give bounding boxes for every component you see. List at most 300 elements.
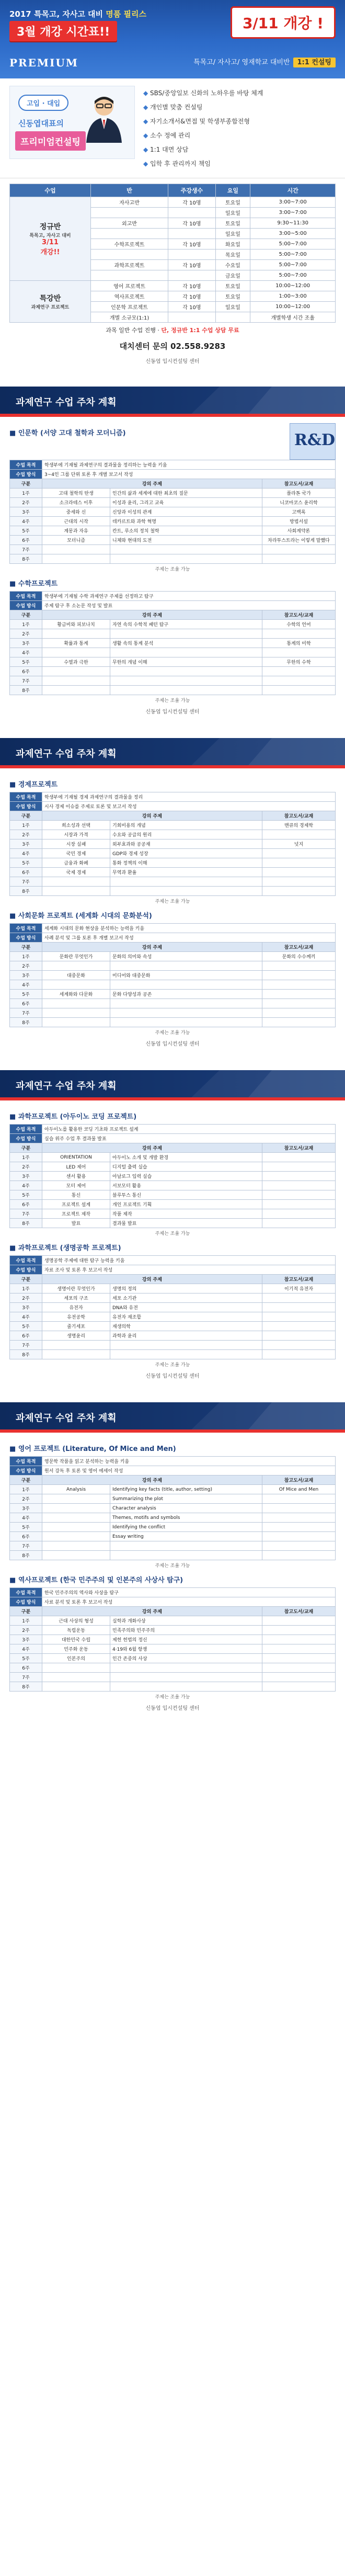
week-label: 3주 bbox=[10, 971, 42, 980]
week-reference bbox=[262, 1626, 336, 1635]
week-content: 이성과 윤리, 그리고 교육 bbox=[110, 498, 262, 507]
week-topic: 통신 bbox=[42, 1190, 110, 1200]
plan-header-cell: 강의 주제 bbox=[42, 811, 262, 821]
plan-header-cell: 참고도서/교재 bbox=[262, 1143, 336, 1153]
week-reference: 넛지 bbox=[262, 839, 336, 849]
week-label: 4주 bbox=[10, 648, 42, 657]
week-reference bbox=[262, 990, 336, 999]
plan-week-row bbox=[10, 676, 336, 686]
week-label: 3주 bbox=[10, 1172, 42, 1181]
schedule-day-cell: 금요일 bbox=[215, 270, 250, 281]
week-label: 1주 bbox=[10, 620, 42, 629]
week-content bbox=[110, 999, 262, 1008]
plan-week-row bbox=[10, 648, 336, 657]
plan-header-row bbox=[10, 610, 336, 620]
week-label: 7주 bbox=[10, 1008, 42, 1018]
week-content bbox=[110, 1018, 262, 1027]
schedule-day-cell bbox=[215, 312, 250, 323]
week-reference bbox=[262, 1331, 336, 1341]
week-content bbox=[110, 887, 262, 896]
schedule-ban-cell bbox=[90, 208, 168, 218]
schedule-day-cell: 일요일 bbox=[215, 229, 250, 239]
week-reference bbox=[262, 1663, 336, 1673]
week-label: 7주 bbox=[10, 1673, 42, 1682]
week-topic bbox=[42, 877, 110, 887]
schedule-cnt-cell: 각 10명 bbox=[168, 302, 215, 312]
week-content bbox=[110, 648, 262, 657]
schedule-day-cell: 일요일 bbox=[215, 208, 250, 218]
plan-footnote: 주제는 조율 가능 bbox=[155, 1363, 190, 1368]
week-reference bbox=[262, 868, 336, 877]
feature-item: ◆ 소수 정예 관리 bbox=[143, 128, 336, 142]
week-content bbox=[110, 1663, 262, 1673]
schedule-day-cell: 토요일 bbox=[215, 197, 250, 208]
plan-header-row bbox=[10, 943, 336, 952]
week-reference bbox=[262, 980, 336, 990]
week-label: 2주 bbox=[10, 961, 42, 971]
week-label: 8주 bbox=[10, 1219, 42, 1228]
week-topic bbox=[42, 1541, 110, 1551]
week-label: 5주 bbox=[10, 1190, 42, 1200]
hero-kicker: 2017 특목고, 자사고 대비 명품 필리스 bbox=[9, 9, 146, 19]
week-reference bbox=[262, 1153, 336, 1162]
project-title: ■ 경제프로젝트 bbox=[9, 775, 336, 792]
week-label: 2주 bbox=[10, 1293, 42, 1303]
schedule-time-cell: 5:00~7:00 bbox=[250, 239, 336, 249]
week-label: 5주 bbox=[10, 858, 42, 868]
method-row-text: 사례 분석 및 그룹 토론 후 개별 보고서 작성 bbox=[42, 933, 336, 943]
schedule-ban-cell: 자사고반 bbox=[90, 197, 168, 208]
week-topic: 줄기세포 bbox=[42, 1322, 110, 1331]
center-logo-text: 신동엽 입시컨설팅 센터 bbox=[145, 1374, 200, 1379]
week-topic: 희소성과 선택 bbox=[42, 821, 110, 830]
week-label: 4주 bbox=[10, 1181, 42, 1190]
week-content bbox=[110, 961, 262, 971]
section-banner bbox=[0, 387, 345, 417]
plan-header-row bbox=[10, 1143, 336, 1153]
method-row bbox=[10, 470, 336, 479]
method-row-text: 주제 탐구 후 소논문 작성 및 발표 bbox=[42, 601, 336, 610]
plan-footnote: 주제는 조율 가능 bbox=[155, 1231, 190, 1236]
premium-label: PREMIUM bbox=[9, 56, 78, 69]
plan-week-row bbox=[10, 999, 336, 1008]
plan-footnote: 주제는 조율 가능 bbox=[155, 1563, 190, 1569]
hero-banner bbox=[0, 0, 345, 78]
week-topic: ORIENTATION bbox=[42, 1153, 110, 1162]
week-topic bbox=[42, 1663, 110, 1673]
section-banner bbox=[0, 1402, 345, 1433]
plan-header-cell: 구분 bbox=[10, 1607, 42, 1616]
section-banner-title: 과제연구 수업 주차 계획 bbox=[16, 748, 117, 759]
week-topic bbox=[42, 1513, 110, 1523]
plan-week-row bbox=[10, 961, 336, 971]
week-topic bbox=[42, 648, 110, 657]
purpose-row-label: 수업 목적 bbox=[10, 460, 42, 470]
schedule-time-cell: 5:00~7:00 bbox=[250, 260, 336, 270]
week-content bbox=[110, 1551, 262, 1560]
week-topic: 근대 사상의 형성 bbox=[42, 1616, 110, 1626]
plan-week-row bbox=[10, 1513, 336, 1523]
plan-week-row bbox=[10, 1162, 336, 1172]
week-label: 2주 bbox=[10, 1162, 42, 1172]
week-reference bbox=[262, 686, 336, 695]
week-content: 무역과 환율 bbox=[110, 868, 262, 877]
week-topic bbox=[42, 1551, 110, 1560]
method-row-text: 원서 강독 후 토론 및 영어 에세이 작성 bbox=[42, 1466, 336, 1476]
plan-week-row bbox=[10, 526, 336, 536]
method-row-text: 자료 조사 및 토론 후 보고서 작성 bbox=[42, 1265, 336, 1275]
week-reference bbox=[262, 849, 336, 858]
purpose-row-text: 영문학 작품을 읽고 분석하는 능력을 키움 bbox=[42, 1457, 336, 1466]
schedule-cnt-cell: 각 10명 bbox=[168, 291, 215, 302]
week-reference bbox=[262, 1312, 336, 1322]
plan-footnote: 주제는 조율 가능 bbox=[155, 1695, 190, 1700]
consulting-logo bbox=[9, 86, 135, 159]
method-row bbox=[10, 802, 336, 811]
week-content: 과학과 윤리 bbox=[110, 1331, 262, 1341]
method-row-text: 사료 분석 및 토론 후 보고서 작성 bbox=[42, 1597, 336, 1607]
week-topic bbox=[42, 545, 110, 554]
week-reference bbox=[262, 1494, 336, 1504]
purpose-row-label: 수업 목적 bbox=[10, 592, 42, 601]
week-label: 3주 bbox=[10, 639, 42, 648]
plan-header-cell: 구분 bbox=[10, 1476, 42, 1485]
week-content: 문화 다양성과 공존 bbox=[110, 990, 262, 999]
hero-kicker-highlight: 명품 필리스 bbox=[106, 9, 146, 19]
project-plan-table bbox=[9, 1124, 336, 1228]
week-content bbox=[110, 554, 262, 564]
week-label: 2주 bbox=[10, 1626, 42, 1635]
week-reference bbox=[262, 1635, 336, 1644]
week-content: Essay writing bbox=[110, 1532, 262, 1541]
week-reference bbox=[262, 999, 336, 1008]
week-label: 6주 bbox=[10, 667, 42, 676]
week-label: 1주 bbox=[10, 1485, 42, 1494]
plan-footnote: 주제는 조율 가능 bbox=[155, 1030, 190, 1036]
week-content: 제헌 헌법의 정신 bbox=[110, 1635, 262, 1644]
purpose-row-text: 학생부에 기재될 경제 과제연구의 결과물을 정리 bbox=[42, 792, 336, 802]
week-content bbox=[110, 686, 262, 695]
plan-header-row bbox=[10, 811, 336, 821]
week-reference bbox=[262, 858, 336, 868]
class-cell bbox=[10, 197, 91, 281]
week-topic: 확률과 통계 bbox=[42, 639, 110, 648]
schedule-header-cell: 수업 bbox=[10, 184, 91, 197]
week-label: 8주 bbox=[10, 1018, 42, 1027]
schedule-time-cell: 5:00~7:00 bbox=[250, 249, 336, 260]
plan-week-row bbox=[10, 1181, 336, 1190]
week-label: 2주 bbox=[10, 1494, 42, 1504]
week-topic bbox=[42, 887, 110, 896]
method-row bbox=[10, 601, 336, 610]
week-topic bbox=[42, 1008, 110, 1018]
week-label: 3주 bbox=[10, 507, 42, 517]
week-label: 1주 bbox=[10, 952, 42, 961]
project-title: ■ 영어 프로젝트 (Literature, Of Mice and Men) bbox=[9, 1439, 336, 1456]
schedule-ban-cell bbox=[90, 249, 168, 260]
schedule-cnt-cell: 각 10명 bbox=[168, 239, 215, 249]
plan-header-cell: 강의 주제 bbox=[42, 610, 262, 620]
week-label: 2주 bbox=[10, 629, 42, 639]
week-content: Themes, motifs and symbols bbox=[110, 1513, 262, 1523]
week-content: 재생의학 bbox=[110, 1322, 262, 1331]
schedule-note: 과목 일반 수업 진행 · 단, 정규반 1:1 수업 상담 무료 bbox=[106, 327, 239, 334]
purpose-row bbox=[10, 1125, 336, 1134]
week-reference bbox=[262, 830, 336, 839]
plan-week-row bbox=[10, 657, 336, 667]
week-content: 데카르트와 과학 혁명 bbox=[110, 517, 262, 526]
schedule-header-cell: 시간 bbox=[250, 184, 336, 197]
week-reference: 플라톤 국가 bbox=[262, 489, 336, 498]
project-title: ■ 사회문화 프로젝트 (세계화 시대의 문화분석) bbox=[9, 906, 336, 923]
method-row-label: 수업 방식 bbox=[10, 470, 42, 479]
schedule-cnt-cell bbox=[168, 249, 215, 260]
week-topic: 발표 bbox=[42, 1219, 110, 1228]
schedule-table bbox=[9, 184, 336, 323]
plan-week-row bbox=[10, 554, 336, 564]
schedule-ban-cell: 과학프로젝트 bbox=[90, 260, 168, 270]
plan-week-row bbox=[10, 980, 336, 990]
plan-week-row bbox=[10, 1153, 336, 1162]
method-row-label: 수업 방식 bbox=[10, 1597, 42, 1607]
week-label: 1주 bbox=[10, 489, 42, 498]
week-reference bbox=[262, 1181, 336, 1190]
week-reference bbox=[262, 667, 336, 676]
plan-week-row bbox=[10, 821, 336, 830]
plan-week-row bbox=[10, 629, 336, 639]
week-content: Identifying the conflict bbox=[110, 1523, 262, 1532]
schedule-time-cell: 3:00~7:00 bbox=[250, 197, 336, 208]
brand-line-1: 신동엽대표의 bbox=[18, 119, 64, 128]
week-label: 4주 bbox=[10, 517, 42, 526]
week-reference bbox=[262, 1190, 336, 1200]
project-plan-table bbox=[9, 792, 336, 896]
week-reference bbox=[262, 1293, 336, 1303]
week-content: 미디어와 대중문화 bbox=[110, 971, 262, 980]
purpose-row-text: 생명공학 주제에 대한 탐구 능력을 키움 bbox=[42, 1256, 336, 1265]
plan-header-cell: 강의 주제 bbox=[42, 943, 262, 952]
purpose-row bbox=[10, 1256, 336, 1265]
week-content bbox=[110, 545, 262, 554]
schedule-header-cell: 주강생수 bbox=[168, 184, 215, 197]
week-reference bbox=[262, 877, 336, 887]
week-topic bbox=[42, 999, 110, 1008]
schedule-time-cell: 9:30~11:30 bbox=[250, 218, 336, 229]
week-content bbox=[110, 667, 262, 676]
week-label: 8주 bbox=[10, 887, 42, 896]
week-reference bbox=[262, 676, 336, 686]
center-logo-text: 신동엽 입시컨설팅 센터 bbox=[145, 1041, 200, 1047]
plan-week-row bbox=[10, 1626, 336, 1635]
week-content bbox=[110, 1682, 262, 1692]
schedule-cnt-cell bbox=[168, 270, 215, 281]
week-label: 5주 bbox=[10, 1654, 42, 1663]
week-topic bbox=[42, 1341, 110, 1350]
schedule-row bbox=[10, 197, 336, 208]
week-label: 7주 bbox=[10, 1341, 42, 1350]
section-body bbox=[0, 1100, 345, 1388]
plan-week-row bbox=[10, 1219, 336, 1228]
week-topic: 독립운동 bbox=[42, 1626, 110, 1635]
week-topic: 수열과 극한 bbox=[42, 657, 110, 667]
week-content bbox=[110, 1341, 262, 1350]
week-reference bbox=[262, 1541, 336, 1551]
week-reference: 이기적 유전자 bbox=[262, 1284, 336, 1293]
purpose-row-label: 수업 목적 bbox=[10, 1457, 42, 1466]
plan-week-row bbox=[10, 1541, 336, 1551]
plan-header-row bbox=[10, 1476, 336, 1485]
method-row-text: 3~4인 그룹 단위 토론 후 개별 보고서 작성 bbox=[42, 470, 336, 479]
week-reference bbox=[262, 1303, 336, 1312]
class-desc: 특목고, 자사고 대비 bbox=[29, 233, 71, 239]
week-label: 5주 bbox=[10, 657, 42, 667]
week-reference bbox=[262, 1162, 336, 1172]
week-content: 4·19와 6월 항쟁 bbox=[110, 1644, 262, 1654]
method-row-text: 시사 경제 이슈를 주제로 토론 및 보고서 작성 bbox=[42, 802, 336, 811]
schedule-cnt-cell: 각 10명 bbox=[168, 197, 215, 208]
week-topic: 세계화와 다문화 bbox=[42, 990, 110, 999]
week-topic: 금융과 화폐 bbox=[42, 858, 110, 868]
week-label: 2주 bbox=[10, 498, 42, 507]
project-title: ■ 인문학 (서양 고대 철학과 모더니즘) bbox=[9, 423, 336, 440]
method-row bbox=[10, 933, 336, 943]
week-label: 1주 bbox=[10, 1153, 42, 1162]
purpose-row bbox=[10, 592, 336, 601]
hero-headline: 3월 개강 시간표!! bbox=[9, 21, 117, 41]
purpose-row-label: 수업 목적 bbox=[10, 1125, 42, 1134]
week-content: 통화 정책의 이해 bbox=[110, 858, 262, 868]
week-reference bbox=[262, 1673, 336, 1682]
plan-week-row bbox=[10, 1341, 336, 1350]
schedule-day-cell: 토요일 bbox=[215, 291, 250, 302]
project-plan-table bbox=[9, 923, 336, 1027]
plan-week-row bbox=[10, 887, 336, 896]
week-reference bbox=[262, 1532, 336, 1541]
plan-week-row bbox=[10, 971, 336, 980]
schedule-cnt-cell: 각 10명 bbox=[168, 260, 215, 270]
week-reference bbox=[262, 648, 336, 657]
section-spacer bbox=[0, 723, 345, 738]
plan-header-cell: 참고도서/교재 bbox=[262, 1607, 336, 1616]
plan-week-row bbox=[10, 1200, 336, 1209]
section-banner bbox=[0, 1070, 345, 1100]
week-label: 4주 bbox=[10, 980, 42, 990]
plan-header-cell: 참고도서/교재 bbox=[262, 610, 336, 620]
plan-footnote: 주제는 조율 가능 bbox=[155, 899, 190, 904]
schedule-ban-cell: 역사프로젝트 bbox=[90, 291, 168, 302]
plan-week-row bbox=[10, 1532, 336, 1541]
project-plan-table bbox=[9, 1456, 336, 1560]
week-topic: Analysis bbox=[42, 1485, 110, 1494]
week-reference bbox=[262, 1616, 336, 1626]
plan-header-cell: 강의 주제 bbox=[42, 1607, 262, 1616]
purpose-row bbox=[10, 792, 336, 802]
schedule-time-cell: 1:00~3:00 bbox=[250, 291, 336, 302]
week-reference bbox=[262, 629, 336, 639]
schedule-section bbox=[0, 178, 345, 372]
plan-week-row bbox=[10, 686, 336, 695]
feature-item: ◆ 입학 후 관리까지 책임 bbox=[143, 156, 336, 171]
plan-week-row bbox=[10, 1303, 336, 1312]
week-content: Summarizing the plot bbox=[110, 1494, 262, 1504]
purpose-row-text: 한국 민주주의의 역사와 사상을 탐구 bbox=[42, 1588, 336, 1597]
week-topic: 황금비와 피보나치 bbox=[42, 620, 110, 629]
week-content: 블루투스 통신 bbox=[110, 1190, 262, 1200]
week-reference: 무한의 수학 bbox=[262, 657, 336, 667]
project-title: ■ 과학프로젝트 (생명공학 프로젝트) bbox=[9, 1238, 336, 1255]
plan-header-cell: 구분 bbox=[10, 811, 42, 821]
project-plan-table bbox=[9, 1587, 336, 1692]
plan-week-row bbox=[10, 1673, 336, 1682]
week-topic: 유전공학 bbox=[42, 1312, 110, 1322]
week-content bbox=[110, 629, 262, 639]
week-topic: 유전자 bbox=[42, 1303, 110, 1312]
plan-week-row bbox=[10, 1551, 336, 1560]
plan-week-row bbox=[10, 507, 336, 517]
method-row bbox=[10, 1597, 336, 1607]
feature-item: ◆ 자기소개서&면접 및 학생부종합전형 bbox=[143, 114, 336, 128]
week-reference bbox=[262, 1644, 336, 1654]
week-content: 니체와 현대의 도전 bbox=[110, 536, 262, 545]
week-topic: 인본주의 bbox=[42, 1654, 110, 1663]
plan-header-cell: 구분 bbox=[10, 1275, 42, 1284]
plan-week-row bbox=[10, 839, 336, 849]
purpose-row-label: 수업 목적 bbox=[10, 1588, 42, 1597]
week-label: 5주 bbox=[10, 990, 42, 999]
week-reference: 차라투스트라는 이렇게 말했다 bbox=[262, 536, 336, 545]
week-reference: Of Mice and Men bbox=[262, 1485, 336, 1494]
week-content: 무한의 개념 이해 bbox=[110, 657, 262, 667]
week-content: 작품 제작 bbox=[110, 1209, 262, 1219]
method-row-label: 수업 방식 bbox=[10, 802, 42, 811]
purpose-row-label: 수업 목적 bbox=[10, 792, 42, 802]
plan-week-row bbox=[10, 1322, 336, 1331]
week-content: 생명의 정의 bbox=[110, 1284, 262, 1293]
week-reference bbox=[262, 1682, 336, 1692]
schedule-time-cell: 10:00~12:00 bbox=[250, 302, 336, 312]
project-plan-table bbox=[9, 460, 336, 564]
plan-week-row bbox=[10, 1654, 336, 1663]
method-row bbox=[10, 1466, 336, 1476]
week-label: 6주 bbox=[10, 1663, 42, 1673]
purpose-row bbox=[10, 460, 336, 470]
week-label: 8주 bbox=[10, 554, 42, 564]
method-row bbox=[10, 1134, 336, 1143]
week-content: 민족주의와 민주주의 bbox=[110, 1626, 262, 1635]
plan-week-row bbox=[10, 639, 336, 648]
week-topic bbox=[42, 686, 110, 695]
plan-week-row bbox=[10, 545, 336, 554]
class-open-date: 3/11 bbox=[42, 239, 59, 246]
plan-week-row bbox=[10, 498, 336, 507]
week-topic bbox=[42, 1673, 110, 1682]
plan-header-cell: 참고도서/교재 bbox=[262, 943, 336, 952]
week-label: 6주 bbox=[10, 1532, 42, 1541]
week-label: 8주 bbox=[10, 1551, 42, 1560]
week-topic bbox=[42, 961, 110, 971]
plan-week-row bbox=[10, 858, 336, 868]
method-row-label: 수업 방식 bbox=[10, 1265, 42, 1275]
section-spacer bbox=[0, 1388, 345, 1402]
week-topic: LED 제어 bbox=[42, 1162, 110, 1172]
plan-week-row bbox=[10, 868, 336, 877]
week-label: 4주 bbox=[10, 1513, 42, 1523]
section-banner bbox=[0, 738, 345, 768]
schedule-ban-cell: 개별 소규모(1:1) bbox=[90, 312, 168, 323]
week-content: 아두이노 소개 및 개발 환경 bbox=[110, 1153, 262, 1162]
project-title: ■ 역사프로젝트 (한국 민주주의 및 인본주의 사상사 탐구) bbox=[9, 1570, 336, 1587]
week-reference bbox=[262, 554, 336, 564]
